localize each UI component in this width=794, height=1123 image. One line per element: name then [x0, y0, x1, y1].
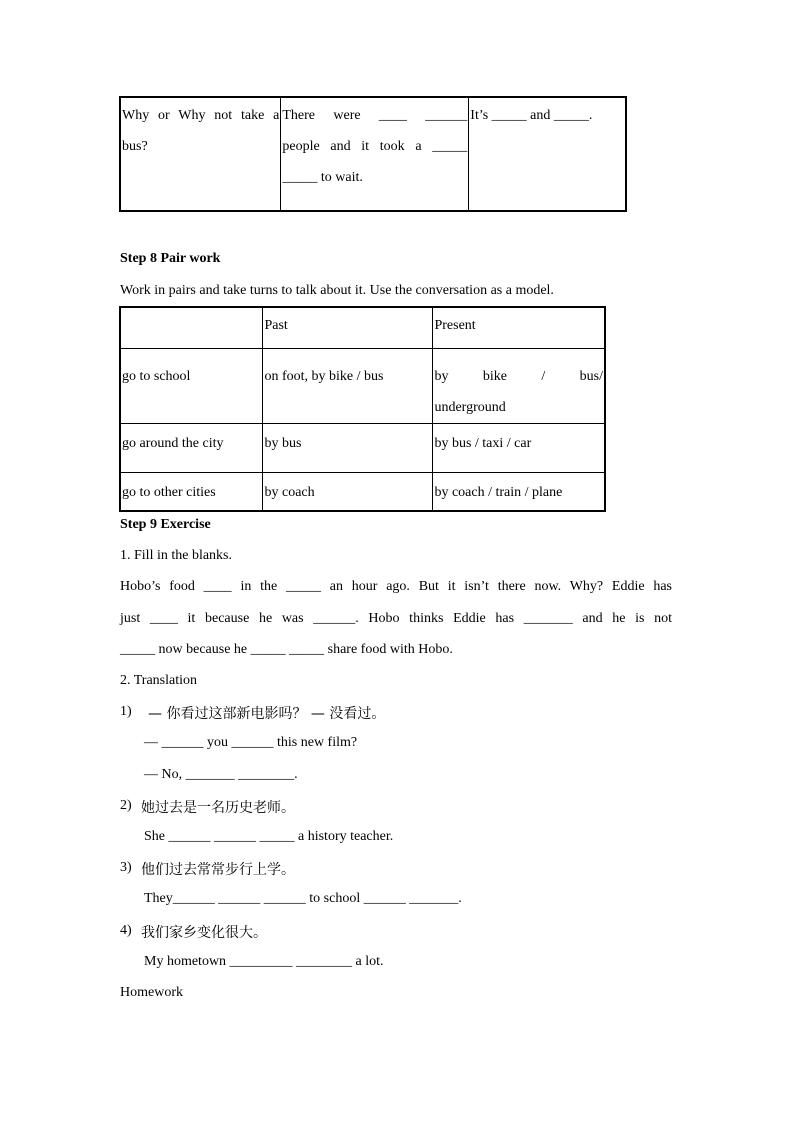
cell-line: underground: [434, 399, 506, 415]
fill-blanks-line-3: _____ now because he _____ _____ share food with Hobo.: [120, 642, 453, 657]
item-chinese: 他们过去常常步行上学。: [141, 862, 295, 878]
part2-title: 2. Translation: [120, 673, 198, 688]
table-cell-answer: [281, 97, 469, 211]
reasons-table: [119, 96, 627, 212]
word: people: [282, 139, 320, 154]
item-chinese: 她过去是一名历史老师。: [141, 800, 295, 816]
item-english-line: She ______ ______ _____ a history teacher.: [144, 829, 394, 844]
item-number: 2): [120, 798, 132, 813]
word: took: [379, 139, 405, 154]
word: were: [333, 108, 361, 123]
word: There: [282, 108, 316, 123]
cell-text: Why or Why not take a bus?: [122, 108, 280, 154]
present-cell: by bus / taxi / car: [433, 423, 605, 472]
word: ______: [425, 108, 468, 123]
header-cell-past: Past: [263, 307, 433, 348]
fill-blanks-line-2: just ____ it because he was ______. Hobo thinks Eddie has _______ and he is not: [120, 611, 672, 626]
table-row: [120, 97, 626, 211]
item-chinese: 我们家乡变化很大。: [141, 925, 267, 941]
word: ____: [378, 108, 407, 123]
step9-heading: Step 9 Exercise: [120, 517, 211, 532]
fill-blanks-line-1: Hobo’s food ____ in the _____ an hour ago. But it isn’t there now. Why? Eddie has: [120, 579, 672, 594]
activity-cell: go to other cities: [120, 472, 263, 511]
table-row: [120, 348, 605, 423]
table-row: [120, 472, 605, 511]
table-row: [120, 423, 605, 472]
activity-cell: go around the city: [120, 423, 263, 472]
present-cell: by coach / train / plane: [433, 472, 605, 511]
cell-line: _____ to wait.: [282, 170, 363, 185]
word: a: [415, 139, 422, 154]
item-english-line: They______ ______ ______ to school ______ _______.: [144, 891, 462, 906]
item-english-line: My hometown _________ ________ a lot.: [144, 954, 384, 969]
step8-heading: Step 8 Pair work: [120, 251, 221, 266]
part1-title: 1. Fill in the blanks.: [120, 548, 232, 563]
item-number: 3): [120, 860, 132, 875]
header-cell-present: Present: [433, 307, 605, 348]
word: it: [361, 139, 370, 154]
word: bus/: [579, 368, 603, 384]
word: _____: [432, 139, 468, 154]
past-cell: on foot, by bike / bus: [263, 348, 433, 423]
step8-instruction: Work in pairs and take turns to talk about it. Use the conversation as a model.: [120, 283, 554, 298]
present-cell: [433, 348, 605, 423]
past-cell: by bus: [263, 423, 433, 472]
word: and: [330, 139, 351, 154]
word: by: [434, 368, 449, 384]
table-header-row: [120, 307, 605, 348]
item-number: 4): [120, 923, 132, 938]
cell-line: [282, 131, 467, 162]
header-cell: [120, 307, 263, 348]
word: /: [541, 368, 546, 384]
item-number: 1): [120, 704, 132, 719]
item-english-line: — ______ you ______ this new film?: [144, 735, 358, 750]
table-cell-reason: [120, 97, 281, 211]
cell-text: It’s _____ and _____.: [470, 108, 593, 123]
past-cell: by coach: [263, 472, 433, 511]
activity-cell: go to school: [120, 348, 263, 423]
table-cell-result: [469, 97, 626, 211]
homework-label: Homework: [120, 985, 183, 1000]
cell-line: [282, 100, 467, 131]
item-chinese: — 你看过这部新电影吗？ — 没看过。: [148, 706, 386, 722]
word: bike: [482, 368, 507, 384]
cell-line: [434, 361, 603, 392]
transport-table: [119, 306, 606, 512]
item-english-line: — No, _______ ________.: [144, 767, 298, 782]
